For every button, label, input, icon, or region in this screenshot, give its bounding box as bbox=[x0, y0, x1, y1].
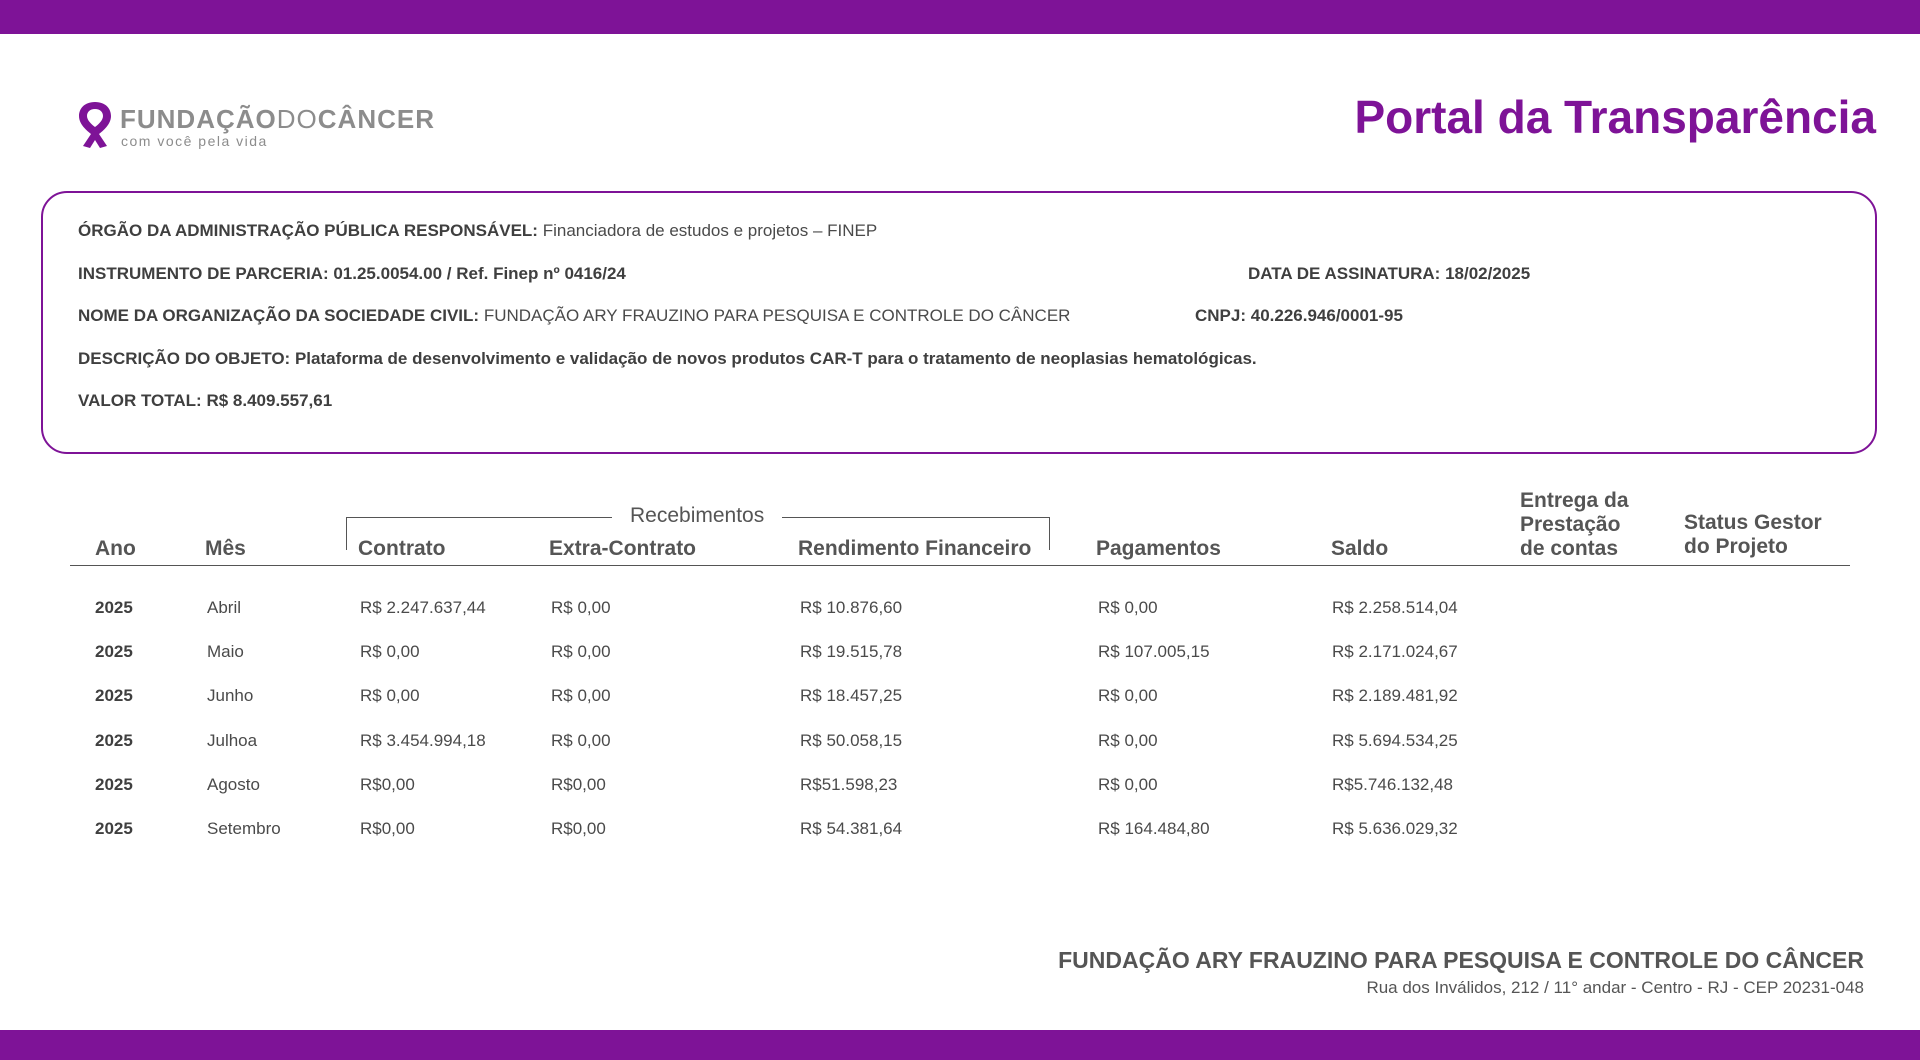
col-header-pagamentos: Pagamentos bbox=[1096, 537, 1221, 560]
awareness-ribbon-icon bbox=[76, 100, 114, 150]
cell-rendimento: R$ 18.457,25 bbox=[800, 686, 903, 705]
col-header-contrato: Contrato bbox=[358, 537, 446, 560]
cell-pagamentos: R$ 164.484,80 bbox=[1098, 819, 1210, 838]
cell-extra-contrato: R$ 0,00 bbox=[551, 598, 611, 617]
page-title: Portal da Transparência bbox=[1354, 91, 1876, 143]
cell-saldo: R$ 2.258.514,04 bbox=[1332, 598, 1458, 617]
info-instrumento: INSTRUMENTO DE PARCERIA: 01.25.0054.00 / Ref. Finep nº 0416/24 bbox=[78, 264, 626, 283]
footer-address: Rua dos Inválidos, 212 / 11° andar - Centro - RJ - CEP 20231-048 bbox=[1366, 978, 1864, 997]
logo-tagline: com você pela vida bbox=[121, 133, 268, 149]
cell-mes: Setembro bbox=[207, 819, 281, 838]
col-header-rendimento: Rendimento Financeiro bbox=[798, 537, 1032, 560]
cell-pagamentos: R$ 0,00 bbox=[1098, 775, 1158, 794]
cell-pagamentos: R$ 107.005,15 bbox=[1098, 642, 1210, 661]
col-header-status-gestor: Status Gestor do Projeto bbox=[1684, 511, 1822, 558]
cell-saldo: R$5.746.132,48 bbox=[1332, 775, 1453, 794]
info-descricao: DESCRIÇÃO DO OBJETO: Plataforma de desenvolvimento e validação de novos produtos CAR-T para o tratamento de neoplasias hematológicas. bbox=[78, 349, 1257, 368]
col-header-mes: Mês bbox=[205, 537, 246, 560]
cell-rendimento: R$ 50.058,15 bbox=[800, 731, 903, 750]
cell-saldo: R$ 5.636.029,32 bbox=[1332, 819, 1458, 838]
cell-ano: 2025 bbox=[95, 775, 133, 794]
table-row bbox=[0, 686, 1920, 716]
table-row bbox=[0, 819, 1920, 849]
info-valor-total: VALOR TOTAL: R$ 8.409.557,61 bbox=[78, 391, 333, 410]
logo-wordmark: FUNDAÇÃODOCÂNCER bbox=[120, 104, 435, 134]
top-accent-bar bbox=[0, 0, 1920, 34]
cell-ano: 2025 bbox=[95, 598, 133, 617]
cell-extra-contrato: R$ 0,00 bbox=[551, 731, 611, 750]
info-cnpj: CNPJ: 40.226.946/0001-95 bbox=[1195, 306, 1403, 325]
cell-mes: Julhoa bbox=[207, 731, 258, 750]
cell-saldo: R$ 5.694.534,25 bbox=[1332, 731, 1458, 750]
cell-ano: 2025 bbox=[95, 642, 133, 661]
cell-contrato: R$ 0,00 bbox=[360, 642, 420, 661]
col-header-extra-contrato: Extra-Contrato bbox=[549, 537, 697, 560]
cell-saldo: R$ 2.189.481,92 bbox=[1332, 686, 1458, 705]
cell-ano: 2025 bbox=[95, 731, 133, 750]
cell-extra-contrato: R$ 0,00 bbox=[551, 686, 611, 705]
cell-contrato: R$0,00 bbox=[360, 819, 415, 838]
cell-contrato: R$ 3.454.994,18 bbox=[360, 731, 486, 750]
recebimentos-group-label: Recebimentos bbox=[612, 504, 782, 528]
cell-mes: Agosto bbox=[207, 775, 260, 794]
col-header-entrega-prestacao: Entrega da Prestação de contas bbox=[1520, 489, 1629, 560]
cell-rendimento: R$ 54.381,64 bbox=[800, 819, 903, 838]
info-data-assinatura: DATA DE ASSINATURA: 18/02/2025 bbox=[1248, 264, 1531, 283]
cell-contrato: R$ 2.247.637,44 bbox=[360, 598, 486, 617]
cell-contrato: R$0,00 bbox=[360, 775, 415, 794]
col-header-ano: Ano bbox=[95, 537, 136, 560]
cell-saldo: R$ 2.171.024,67 bbox=[1332, 642, 1458, 661]
table-row bbox=[0, 598, 1920, 628]
cell-extra-contrato: R$0,00 bbox=[551, 819, 606, 838]
cell-rendimento: R$ 10.876,60 bbox=[800, 598, 903, 617]
footer-org-name: FUNDAÇÃO ARY FRAUZINO PARA PESQUISA E CONTROLE DO CÂNCER bbox=[1058, 947, 1864, 973]
cell-pagamentos: R$ 0,00 bbox=[1098, 731, 1158, 750]
info-orgao: ÓRGÃO DA ADMINISTRAÇÃO PÚBLICA RESPONSÁVEL: Financiadora de estudos e projetos – FINEP bbox=[78, 221, 878, 240]
cell-pagamentos: R$ 0,00 bbox=[1098, 598, 1158, 617]
header-divider bbox=[70, 565, 1850, 566]
cell-mes: Maio bbox=[207, 642, 244, 661]
info-osc: NOME DA ORGANIZAÇÃO DA SOCIEDADE CIVIL: FUNDAÇÃO ARY FRAUZINO PARA PESQUISA E CONTROLE DO CÂNCER bbox=[78, 306, 1071, 325]
col-header-saldo: Saldo bbox=[1331, 537, 1389, 560]
table-row bbox=[0, 731, 1920, 761]
cell-rendimento: R$ 19.515,78 bbox=[800, 642, 903, 661]
cell-pagamentos: R$ 0,00 bbox=[1098, 686, 1158, 705]
cell-mes: Abril bbox=[207, 598, 242, 617]
table-row bbox=[0, 775, 1920, 805]
cell-ano: 2025 bbox=[95, 819, 133, 838]
cell-contrato: R$ 0,00 bbox=[360, 686, 420, 705]
cell-extra-contrato: R$ 0,00 bbox=[551, 642, 611, 661]
cell-mes: Junho bbox=[207, 686, 254, 705]
bottom-accent-bar bbox=[0, 1030, 1920, 1060]
cell-rendimento: R$51.598,23 bbox=[800, 775, 898, 794]
cell-extra-contrato: R$0,00 bbox=[551, 775, 606, 794]
cell-ano: 2025 bbox=[95, 686, 133, 705]
table-row bbox=[0, 642, 1920, 672]
